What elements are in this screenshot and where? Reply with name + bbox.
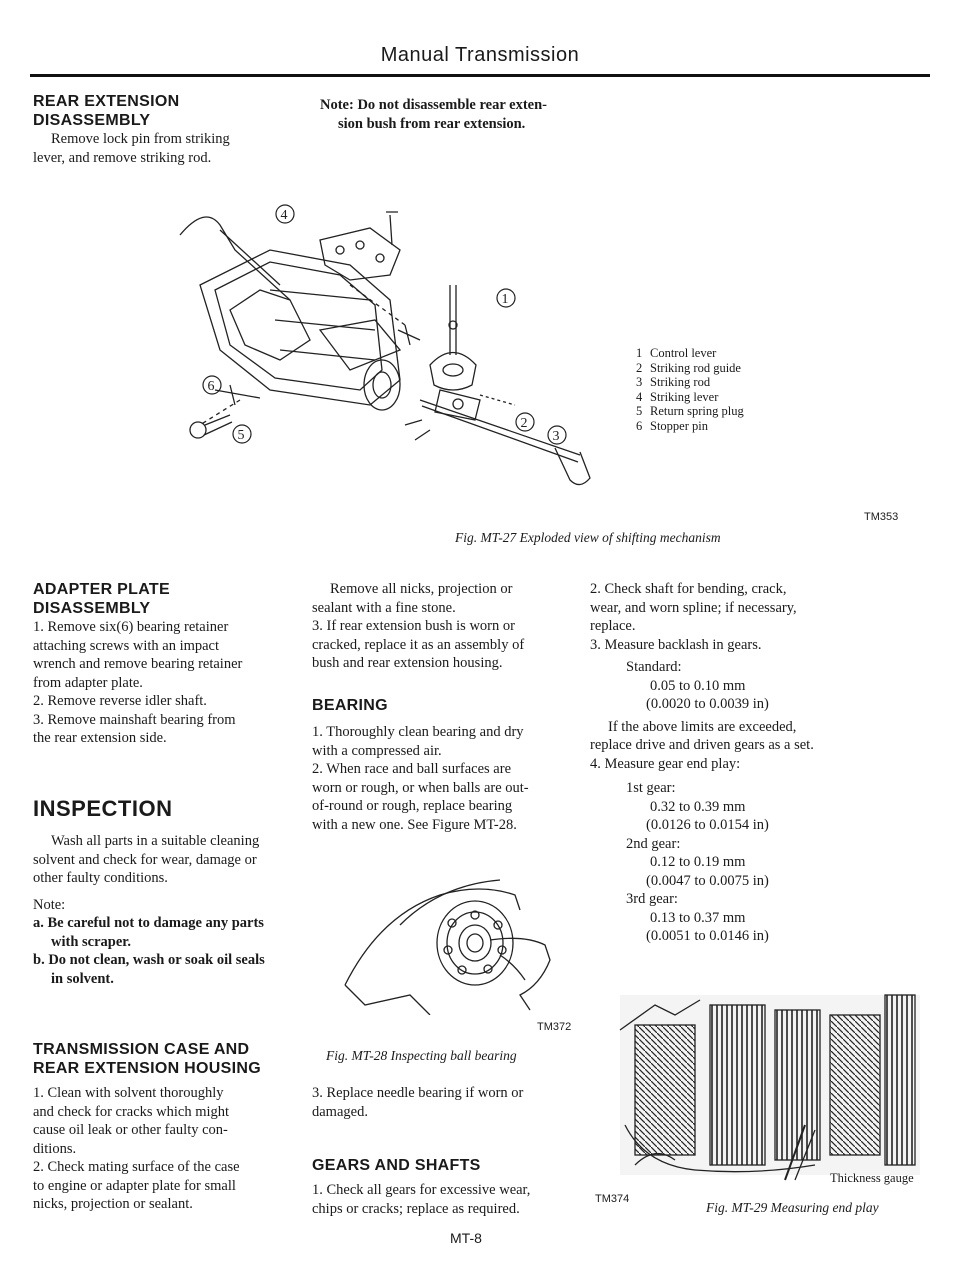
legend-row: 4 Striking lever [636, 389, 719, 404]
gear3-label: 3rd gear: [626, 891, 678, 907]
bearing-line: of-round or rough, replace bearing [312, 798, 513, 814]
gear2-mm: 0.12 to 0.19 mm [650, 854, 746, 870]
adapter-line: the rear extension side. [33, 730, 167, 746]
inspection-line: Wash all parts in a suitable cleaning [51, 833, 260, 849]
gear2-label: 2nd gear: [626, 835, 681, 852]
legend-row: 6 Stopper pin [636, 418, 708, 433]
callout-1: 1 [501, 292, 509, 307]
fig27-code: TM353 [864, 511, 899, 523]
page-header-title: Manual Transmission [380, 44, 580, 66]
shaft-line: wear, and worn spline; if necessary, [590, 599, 797, 616]
bearing-line: 1. Thoroughly clean bearing and dry [312, 724, 524, 740]
case-line: nicks, projection or sealant. [33, 1196, 193, 1212]
mid-top-line: sealant with a fine stone. [312, 599, 456, 616]
gears-line-1: 1. Check all gears for excessive wear, [312, 1182, 531, 1198]
rear-extension-body-2: lever, and remove striking rod. [33, 149, 212, 166]
gears-line-2: chips or cracks; replace as required. [312, 1200, 520, 1217]
bearing-section [312, 696, 577, 834]
gear1-label: 1st gear: [626, 780, 676, 796]
mid-top-line: bush and rear extension housing. [312, 655, 503, 671]
inspection-line: solvent and check for wear, damage or [33, 851, 257, 868]
note-b-line-1: b. Do not clean, wash or soak oil seals [33, 952, 265, 968]
mid-top-line: 3. If rear extension bush is worn or [312, 618, 515, 634]
case-line: cause oil leak or other faulty con- [33, 1122, 228, 1138]
note-b-line-2: in solvent. [51, 970, 114, 987]
rear-extension-body-1: Remove lock pin from striking [51, 131, 230, 147]
page-number: MT-8 [450, 1230, 482, 1246]
case-line: 1. Clean with solvent thoroughly [33, 1085, 224, 1101]
case-heading-2: REAR EXTENSION HOUSING [33, 1060, 261, 1077]
fig28-code: TM372 [537, 1021, 572, 1033]
needle-line-2: damaged. [312, 1103, 368, 1120]
note-a-line-1: a. Be careful not to damage any parts [33, 915, 264, 931]
callout-3: 3 [552, 429, 560, 444]
note-top-line-1: Note: Do not disassemble rear exten- [320, 97, 547, 113]
callout-6: 6 [207, 379, 215, 394]
bearing-line: with a compressed air. [312, 742, 442, 759]
adapter-line: from adapter plate. [33, 674, 143, 691]
adapter-heading-1: ADAPTER PLATE [33, 581, 170, 598]
mid-top-line: Remove all nicks, projection or [330, 581, 513, 597]
fig27-caption: Fig. MT-27 Exploded view of shifting mechanism [455, 530, 721, 545]
legend-row: 1 Control lever [636, 346, 717, 360]
adapter-heading-2: DISASSEMBLY [33, 600, 151, 617]
inspection-section [33, 796, 298, 988]
legend-row: 5 Return spring plug [636, 404, 744, 419]
adapter-line: 3. Remove mainshaft bearing from [33, 711, 236, 728]
fig29-code: TM374 [595, 1193, 630, 1205]
standard-mm: 0.05 to 0.10 mm [650, 677, 746, 694]
case-line: ditions. [33, 1140, 77, 1157]
standard-label: Standard: [626, 659, 682, 675]
fig29-caption: Fig. MT-29 Measuring end play [706, 1200, 879, 1215]
limits-line: replace drive and driven gears as a set. [590, 737, 814, 753]
needle-line-1: 3. Replace needle bearing if worn or [312, 1085, 524, 1101]
gear3-mm: 0.13 to 0.37 mm [650, 909, 746, 926]
rear-extension-section [33, 92, 303, 167]
inspection-heading: INSPECTION [33, 796, 173, 821]
case-heading-1: TRANSMISSION CASE AND [33, 1041, 250, 1058]
adapter-line: 2. Remove reverse idler shaft. [33, 693, 207, 709]
bearing-line: 2. When race and ball surfaces are [312, 761, 511, 777]
rear-extension-heading-2: DISASSEMBLY [33, 112, 151, 129]
legend-row: 3 Striking rod [636, 375, 711, 390]
gears-heading: GEARS AND SHAFTS [312, 1157, 481, 1174]
case-line: and check for cracks which might [33, 1103, 230, 1120]
exploded-view-figure [160, 190, 620, 490]
bearing-heading: BEARING [312, 697, 388, 714]
header-rule [30, 74, 930, 77]
backlash-item: 3. Measure backlash in gears. [590, 636, 762, 653]
mid-top-line: cracked, replace it as an assembly of [312, 636, 525, 653]
gear1-in: (0.0126 to 0.0154 in) [646, 817, 769, 833]
thickness-gauge-label: Thickness gauge [830, 1171, 914, 1185]
callout-2: 2 [520, 416, 528, 431]
note-top [320, 96, 600, 133]
adapter-line: 1. Remove six(6) bearing retainer [33, 619, 229, 635]
gear3-in: (0.0051 to 0.0146 in) [646, 928, 769, 944]
mid-top-section [312, 580, 577, 673]
inspection-note-label: Note: [33, 896, 66, 913]
gear2-in: (0.0047 to 0.0075 in) [646, 872, 769, 889]
case-section [33, 1040, 298, 1214]
end-play-item: 4. Measure gear end play: [590, 755, 741, 772]
bearing-line: with a new one. See Figure MT-28. [312, 816, 517, 833]
bearing-line: worn or rough, or when balls are out- [312, 779, 529, 796]
rear-extension-heading-1: REAR EXTENSION [33, 93, 180, 110]
adapter-line: wrench and remove bearing retainer [33, 656, 243, 672]
ball-bearing-figure [340, 855, 570, 1015]
needle-section [312, 1084, 582, 1121]
fig28-caption: Fig. MT-28 Inspecting ball bearing [326, 1048, 517, 1063]
shaft-line: replace. [590, 618, 636, 634]
limits-line: If the above limits are exceeded, [608, 718, 797, 735]
gears-section [312, 1156, 587, 1218]
case-line: to engine or adapter plate for small [33, 1177, 236, 1194]
standard-in: (0.0020 to 0.0039 in) [646, 696, 769, 712]
callout-4: 4 [280, 208, 288, 223]
adapter-line: attaching screws with an impact [33, 637, 220, 654]
case-line: 2. Check mating surface of the case [33, 1159, 240, 1175]
note-a-line-2: with scraper. [51, 933, 132, 950]
note-top-line-2: sion bush from rear extension. [338, 115, 526, 132]
end-play-figure [615, 985, 925, 1185]
shaft-line: 2. Check shaft for bending, crack, [590, 581, 787, 597]
fig27-legend [636, 346, 836, 434]
right-column [590, 580, 915, 946]
legend-row: 2 Striking rod guide [636, 360, 741, 375]
adapter-section [33, 580, 298, 748]
gear1-mm: 0.32 to 0.39 mm [650, 798, 746, 815]
callout-5: 5 [237, 428, 245, 443]
inspection-line: other faulty conditions. [33, 870, 168, 886]
